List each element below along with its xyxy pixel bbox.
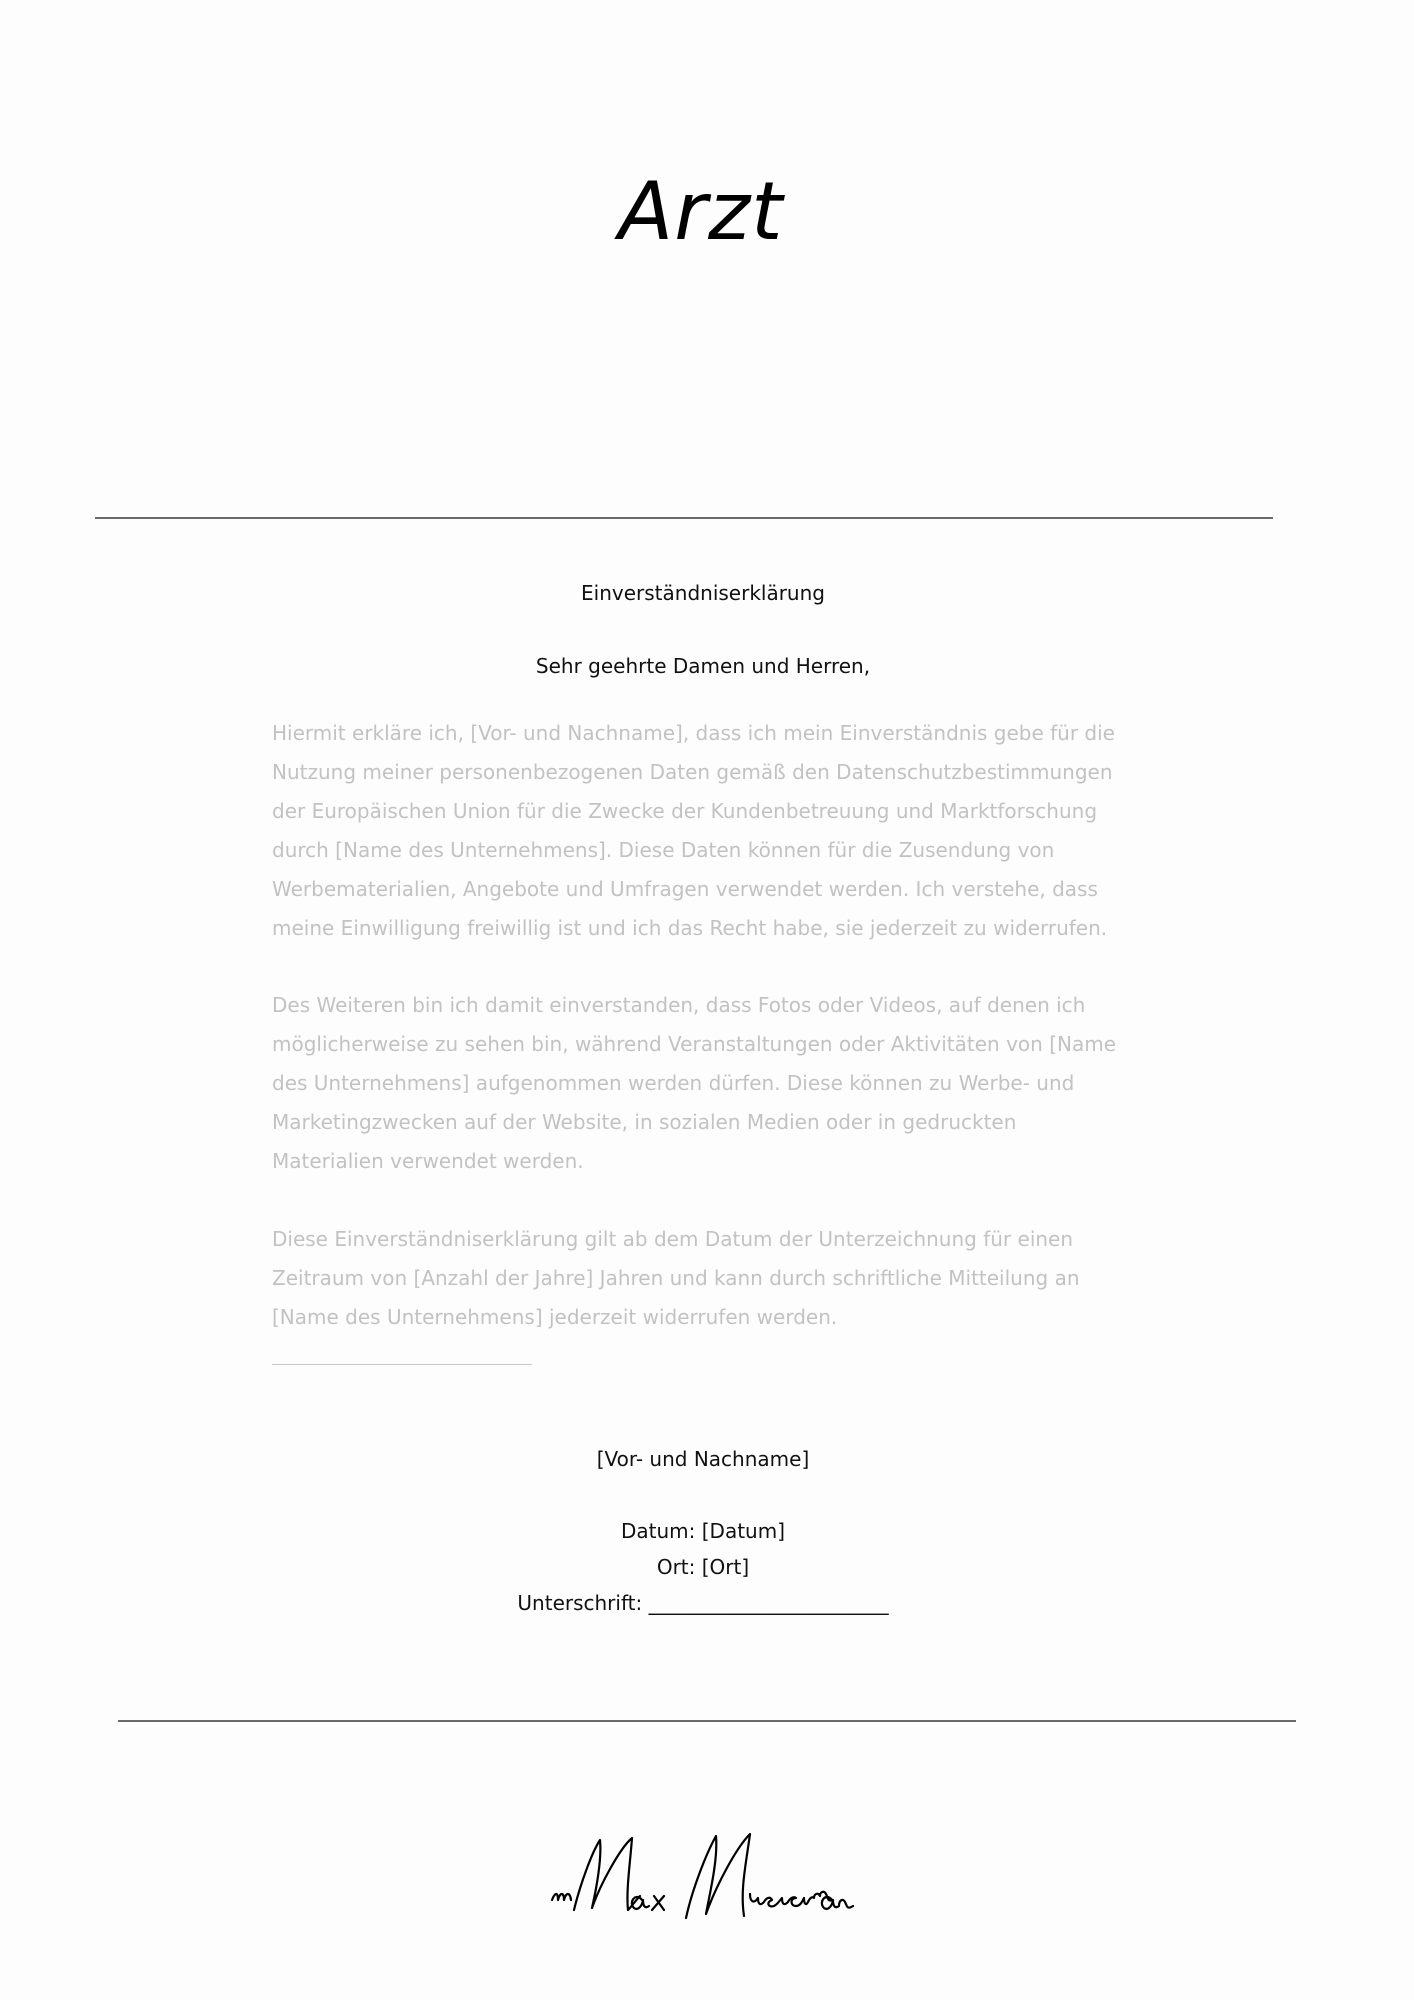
paragraph-line: Materialien verwendet werden. <box>272 1148 584 1173</box>
top-divider <box>95 517 1273 519</box>
paragraph-line: möglicherweise zu sehen bin, während Veranstaltungen oder Aktivitäten von [Name <box>272 1032 1116 1057</box>
bottom-divider <box>118 1720 1296 1722</box>
paragraph-line: Marketingzwecken auf der Website, in sozialen Medien oder in gedruckten <box>272 1110 1017 1135</box>
date-line: Datum: [Datum] <box>620 1519 785 1543</box>
paragraph-line: Nutzung meiner personenbezogenen Daten gemäß den Datenschutzbestimmungen <box>272 759 1113 784</box>
handwritten-signature <box>540 1830 910 1940</box>
paragraph-line: Werbematerialien, Angebote und Umfragen verwendet werden. Ich verstehe, dass <box>272 876 1098 901</box>
paragraph-3 <box>272 1220 1212 1337</box>
document-heading: Einverständniserklärung <box>581 581 825 605</box>
salutation: Sehr geehrte Damen und Herren, <box>535 654 871 678</box>
paragraph-line: meine Einwilligung freiwillig ist und ich das Recht habe, sie jederzeit zu widerrufen. <box>272 915 1108 940</box>
paragraph-line: [Name des Unternehmens] jederzeit widerrufen werden. <box>272 1304 838 1329</box>
place-line: Ort: [Ort] <box>656 1555 750 1579</box>
short-underline <box>272 1364 532 1365</box>
paragraph-line: der Europäischen Union für die Zwecke der Kundenbetreuung und Marktforschung <box>272 798 1098 823</box>
paragraph-1 <box>272 714 1212 947</box>
paragraph-2 <box>272 986 1212 1181</box>
paragraph-line: Diese Einverständniserklärung gilt ab dem Datum der Unterzeichnung für einen <box>272 1226 1074 1251</box>
body-text <box>272 714 1212 1375</box>
paragraph-line: Zeitraum von [Anzahl der Jahre] Jahren und kann durch schriftliche Mitteilung an <box>272 1265 1080 1290</box>
paragraph-line: durch [Name des Unternehmens]. Diese Daten können für die Zusendung von <box>272 837 1055 862</box>
page-title: Arzt <box>618 165 784 258</box>
paragraph-line: Hiermit erkläre ich, [Vor- und Nachname], dass ich mein Einverständnis gebe für die <box>272 721 1115 745</box>
signature-field: Unterschrift: ________________________ <box>517 1591 889 1615</box>
paragraph-line: des Unternehmens] aufgenommen werden dürfen. Diese können zu Werbe- und <box>272 1071 1075 1096</box>
name-placeholder: [Vor- und Nachname] <box>596 1447 810 1471</box>
paragraph-line: Des Weiteren bin ich damit einverstanden, dass Fotos oder Videos, auf denen ich <box>272 993 1086 1018</box>
